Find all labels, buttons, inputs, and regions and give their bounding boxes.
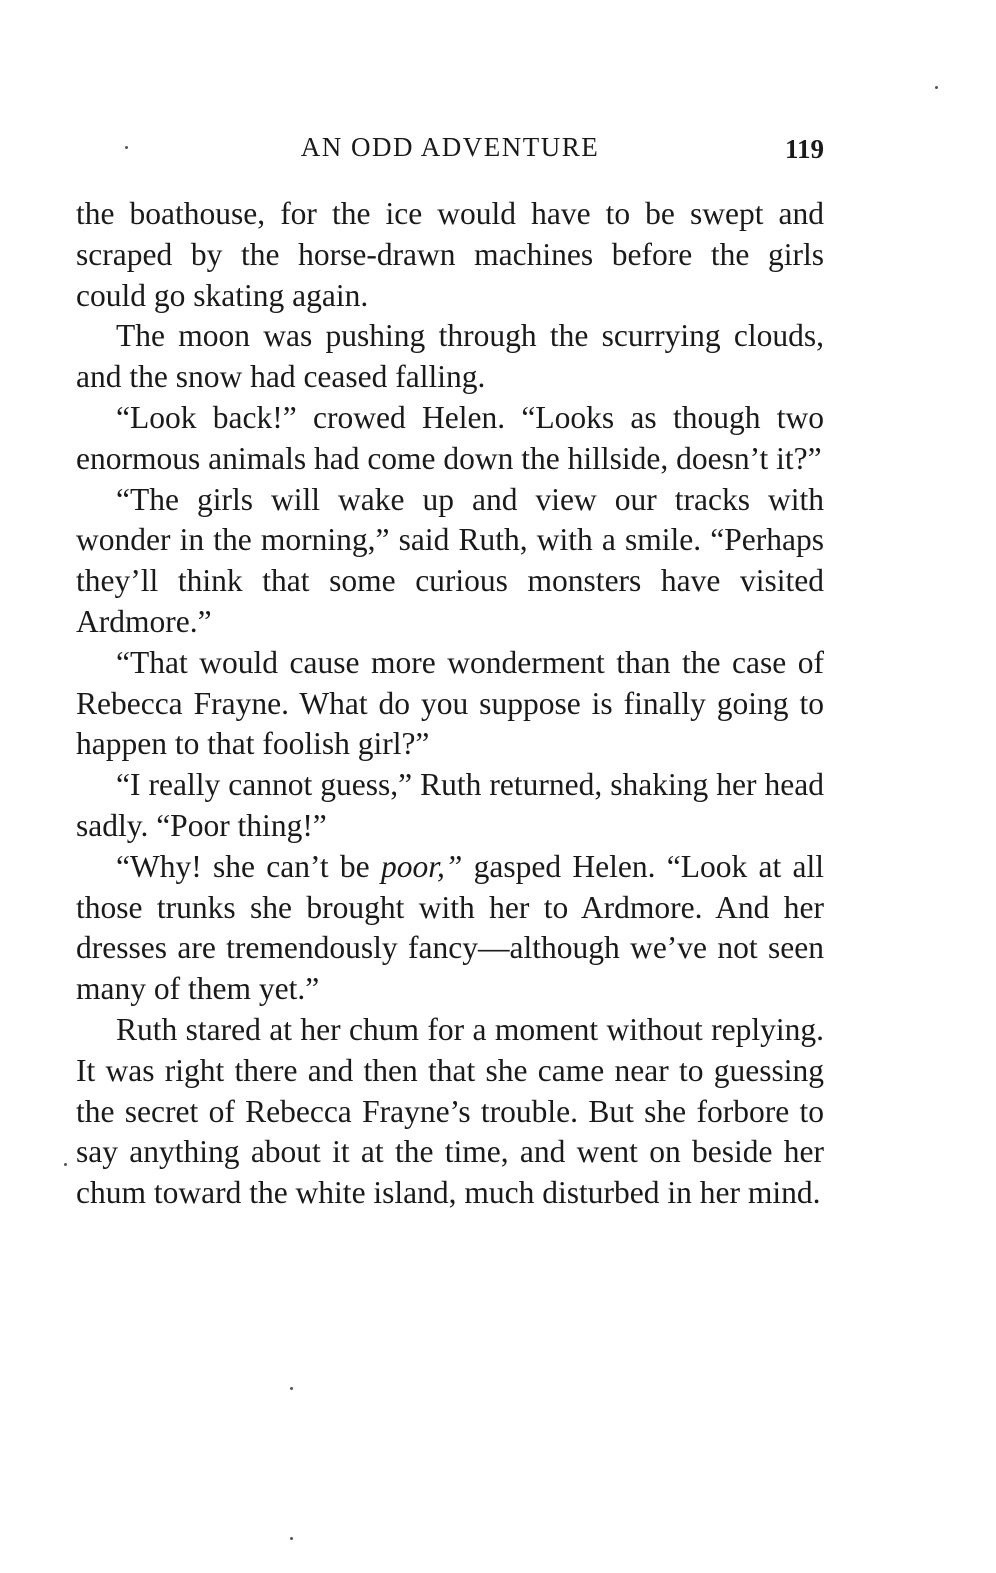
paragraph-text: “Why! she can’t be (116, 848, 381, 884)
emphasized-word: poor,” (380, 848, 463, 884)
paragraph: “I really cannot guess,” Ruth returned, shaking her head sadly. “Poor thing!” (76, 767, 824, 843)
scan-speck (290, 1387, 293, 1390)
running-head (76, 132, 824, 172)
body-text (76, 194, 824, 1214)
paragraph: Ruth stared at her chum for a moment without replying. It was right there and then that she came near to guessing the secret of Rebecca Frayne’s trouble. But she forbore to say anything about it at the time, and went on beside her chum toward the white island, much disturbed in her mind. (76, 1011, 824, 1211)
chapter-title: AN ODD ADVENTURE (300, 132, 600, 162)
paragraph: “The girls will wake up and view our tracks with wonder in the morning,” said Ruth, with a smile. “Perhaps they’ll think that some curious monsters have visited Ardmore.” (76, 481, 824, 639)
paragraph-text: gasped Helen. “Look at all those trunks she brought with her to Ardmore. And her dresses are tremendously fancy—although we’ve not seen many of them yet.” (76, 848, 825, 1007)
scan-speck (125, 146, 128, 149)
page-number: 119 (784, 134, 824, 164)
scan-speck (935, 86, 938, 89)
paragraph (76, 847, 824, 1010)
paragraph: “Look back!” crowed Helen. “Looks as though two enormous animals had come down the hillside, doesn’t it?” (76, 399, 824, 476)
paragraph: the boathouse, for the ice would have to be swept and scraped by the horse-drawn machines before the girls could go skating again. (76, 196, 824, 313)
paragraph: The moon was pushing through the scurrying clouds, and the snow had ceased falling. (76, 318, 824, 395)
scan-speck (64, 1163, 67, 1166)
paragraph: “That would cause more wonderment than the case of Rebecca Frayne. What do you suppose is finally going to happen to that foolish girl?” (76, 644, 824, 762)
scan-speck (290, 1537, 293, 1540)
